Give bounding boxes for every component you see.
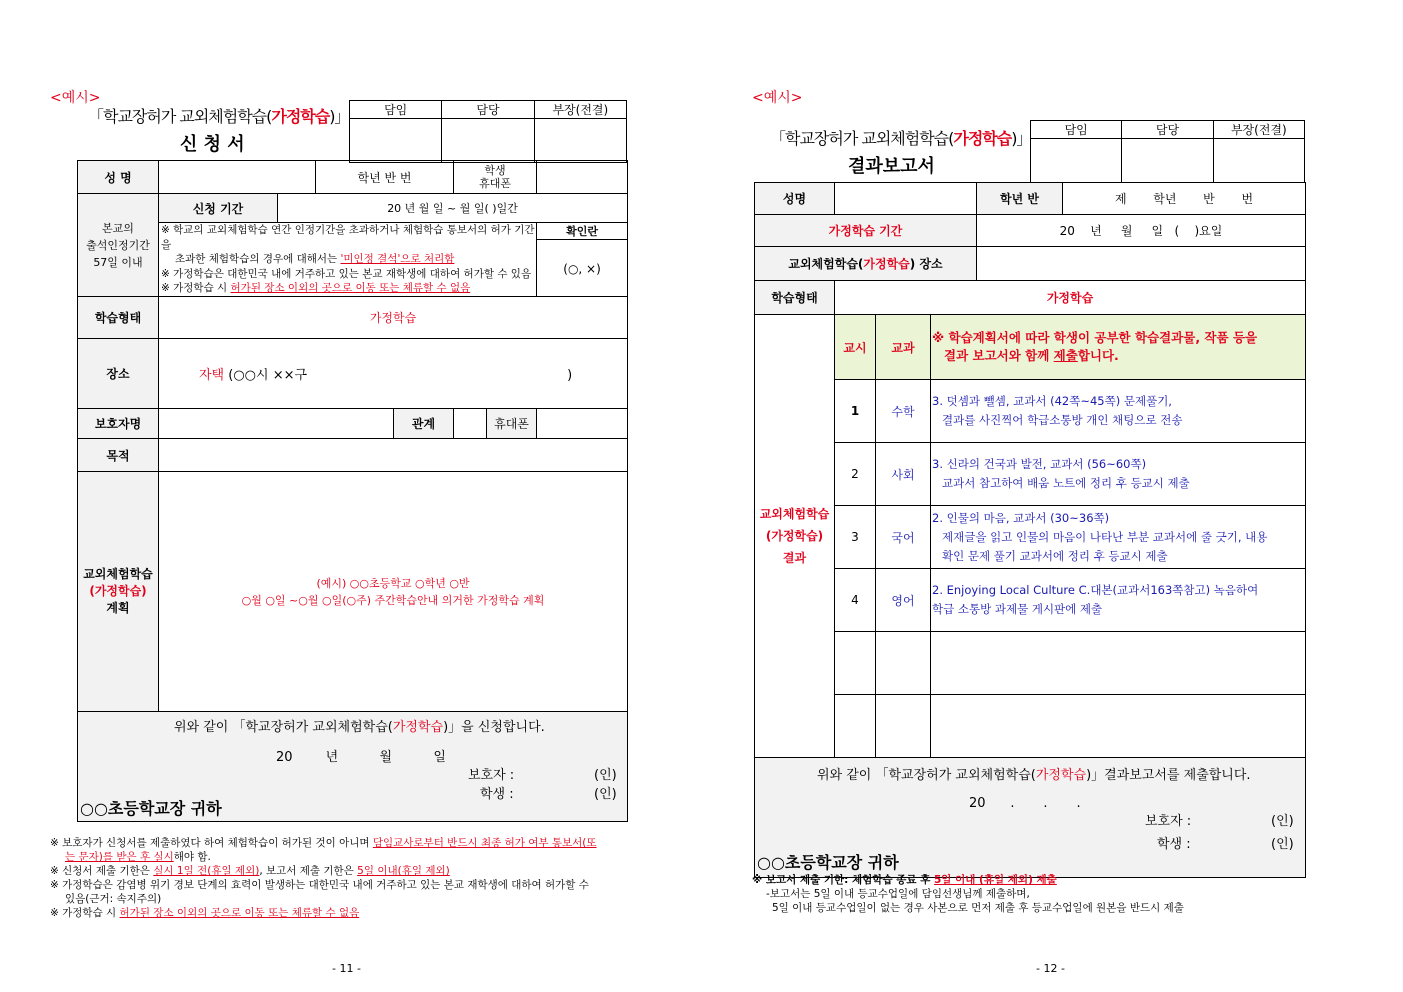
result-row: 3. 신라의 건국과 발전, 교과서 (56~60쪽) 교과서 참고하여 배움 노트에 정리 후 등교시 제출 (931, 443, 1306, 506)
attendance-period-label: 본교의 출석인정기간 57일 이내 (78, 194, 159, 297)
place-field[interactable]: 자택 (○○시 ××구 ) (159, 339, 628, 409)
guardian-phone-field[interactable] (537, 409, 628, 439)
approval-box: 담임 담당 부장(전결) (349, 100, 627, 163)
result-head-note: ※ 학습계획서에 따라 학생이 공부한 학습결과물, 작품 등을 결과 보고서와 함께 제출합니다. (931, 315, 1306, 380)
right-footnotes: ※ 보고서 제출 기한: 체험학습 종료 후 5일 이내 (휴일 제외) 제출 -보고서는 5일 이내 등교수업일에 담임선생님께 제출하며, 5일 이내 등교수업일이 없는 경우 사본으로 먼저 제출 후 등교수업일에 원본을 반드시 제출 (752, 874, 1184, 914)
report-form: 성명 학년 반 제 학년 반 번 가정학습 기간 20 년 월 일 ( )요일 교외체험학습(가정학습) 장소 학습형태 가정학습 (754, 182, 1306, 315)
form-title: 「학교장허가 교외체험학습(가정학습)」 (88, 107, 350, 126)
student-phone-field[interactable] (537, 161, 628, 194)
report-subtitle: 결과보고서 (848, 156, 935, 177)
name-field[interactable] (835, 183, 977, 215)
name-field[interactable] (159, 161, 316, 194)
result-table: 교외체험학습 (가정학습) 결과 교시 교과 ※ 학습계획서에 따라 학생이 공부한 학습결과물, 작품 등을 결과 보고서와 함께 제출합니다. 1 수학 3. 덧셈과 뺄셈, 교과서 (42쪽~45쪽) 문제풀기, 결과를 사진찍어 학급소통방 개인 채팅으로 전송 2 사회 3. 신라의 건국과 발전, 교과서 (56~60쪽) 교과서 참고하여 배움 노트에 정리 후 등교시 제출 3 국어 2. 인물의 마음, 교과서 (30~36쪽) 제재글을 읽고 인물의 마음이 나타난 부분 교과서에 줄 긋기, 내용 확인 문제 풀기 교과서에 정리 후 등교시 제출 4 영어 2. Enjoying Local Culture C.대본(교과서163쪽참고) 녹음하여 학급 소통방 과제물 게시판에 제출 위와 같이 「학교장허가 교외체험학습(가정학습)」결과보고서를 제출합니다. 20 . . . 보호자 : (인) 학생 : (인) ○○초등학교장 귀하 (754, 314, 1306, 878)
place-field[interactable] (977, 247, 1306, 281)
left-footnotes: ※ 보호자가 신청서를 제출하였다 하여 체험학습이 허가된 것이 아니며 담임교사로부터 반드시 최종 허가 여부 통보서(또 는 문자)를 받은 후 실시해야 함. ※ 신청서 제출 기한은 실시 1일 전(휴일 제외), 보고서 제출 기한은 5일 이내(휴일 제외) ※ 가정학습은 감염병 위기 경보 단계의 효력이 발생하는 대한민국 내에 거주하고 있는 본교 재학생에 대하여 허가할 수 있음(근거: 속지주의) ※ 가정학습 시 허가된 장소 이외의 곳으로 이동 또는 체류할 수 없음 (50, 837, 597, 919)
result-row: 3. 덧셈과 뺄셈, 교과서 (42쪽~45쪽) 문제풀기, 결과를 사진찍어 학급소통방 개인 채팅으로 전송 (931, 380, 1306, 443)
application-form: 성 명 학년 반 번 학생 휴대폰 본교의 출석인정기간 57일 이내 신청 기간 20 년 월 일 ~ 월 일( )일간 ※ 학교의 교외체험학습 연간 인정기간을 초과하거나 체험학습 통보서의 허가 기간을 초과한 체험학습의 경우에 대해서는 '미인정 결석'으로 처리함 ※ 가정학습은 대한민국 내에 거주하고 있는 본교 재학생에 대하여 허가할 수 있음 ※ 가정학습 시 허가된 장소 이외의 곳으로 이동 또는 체류할 수 없음 확인란 (○, ×) 학습형태 가정학습 장소 자택 (○○시 ××구 ) 보호자명 관계 휴대폰 목적 교외체험학습 (가정학습) 계획 (예시) ○○초등학교 ○학년 ○반 ○월 ○일 ~○월 ○일(○주) 주간학습안내 의거한 가정학습 계획 위와 같이 「학교장허가 교외체험학습(가정학습)」을 신청합니다. 20 년 월 일 보호자 : (인) 학생 : (인) ○○초등학교장 귀하 (77, 160, 628, 822)
form-subtitle: 신 청 서 (180, 134, 245, 155)
page-number: - 12 - (1036, 962, 1065, 975)
result-label: 교외체험학습 (가정학습) 결과 (755, 315, 835, 758)
example-tag: <예시> (752, 90, 803, 106)
application-signature: 위와 같이 「학교장허가 교외체험학습(가정학습)」을 신청합니다. 20 년 월 일 보호자 : (인) 학생 : (인) ○○초등학교장 귀하 (78, 712, 628, 822)
approval-box: 담임 담당 부장(전결) (1030, 120, 1305, 183)
relation-field[interactable] (454, 409, 487, 439)
guardian-name-field[interactable] (159, 409, 394, 439)
check-box[interactable]: 확인란 (○, ×) (537, 223, 628, 297)
report-signature: 위와 같이 「학교장허가 교외체험학습(가정학습)」결과보고서를 제출합니다. 20 . . . 보호자 : (인) 학생 : (인) ○○초등학교장 귀하 (755, 758, 1306, 878)
example-tag: <예시> (50, 90, 101, 106)
plan-label: 교외체험학습 (가정학습) 계획 (78, 472, 159, 712)
report-title: 「학교장허가 교외체험학습(가정학습)」 (770, 129, 1032, 148)
page-number: - 11 - (332, 962, 361, 975)
purpose-field[interactable] (159, 439, 628, 472)
attendance-notes: ※ 학교의 교외체험학습 연간 인정기간을 초과하거나 체험학습 통보서의 허가 기간을 초과한 체험학습의 경우에 대해서는 '미인정 결석'으로 처리함 ※ 가정학습은 대한민국 내에 거주하고 있는 본교 재학생에 대하여 허가할 수 있음 ※ 가정학습 시 허가된 장소 이외의 곳으로 이동 또는 체류할 수 없음 (159, 223, 537, 297)
place-label: 교외체험학습(가정학습) 장소 (755, 247, 977, 281)
result-row: 2. Enjoying Local Culture C.대본(교과서163쪽참고) 녹음하여 학급 소통방 과제물 게시판에 제출 (931, 569, 1306, 632)
result-row: 2. 인물의 마음, 교과서 (30~36쪽) 제재글을 읽고 인물의 마음이 나타난 부분 교과서에 줄 긋기, 내용 확인 문제 풀기 교과서에 정리 후 등교시 제출 (931, 506, 1306, 569)
plan-content: (예시) ○○초등학교 ○학년 ○반 ○월 ○일 ~○월 ○일(○주) 주간학습안내 의거한 가정학습 계획 (159, 472, 628, 712)
